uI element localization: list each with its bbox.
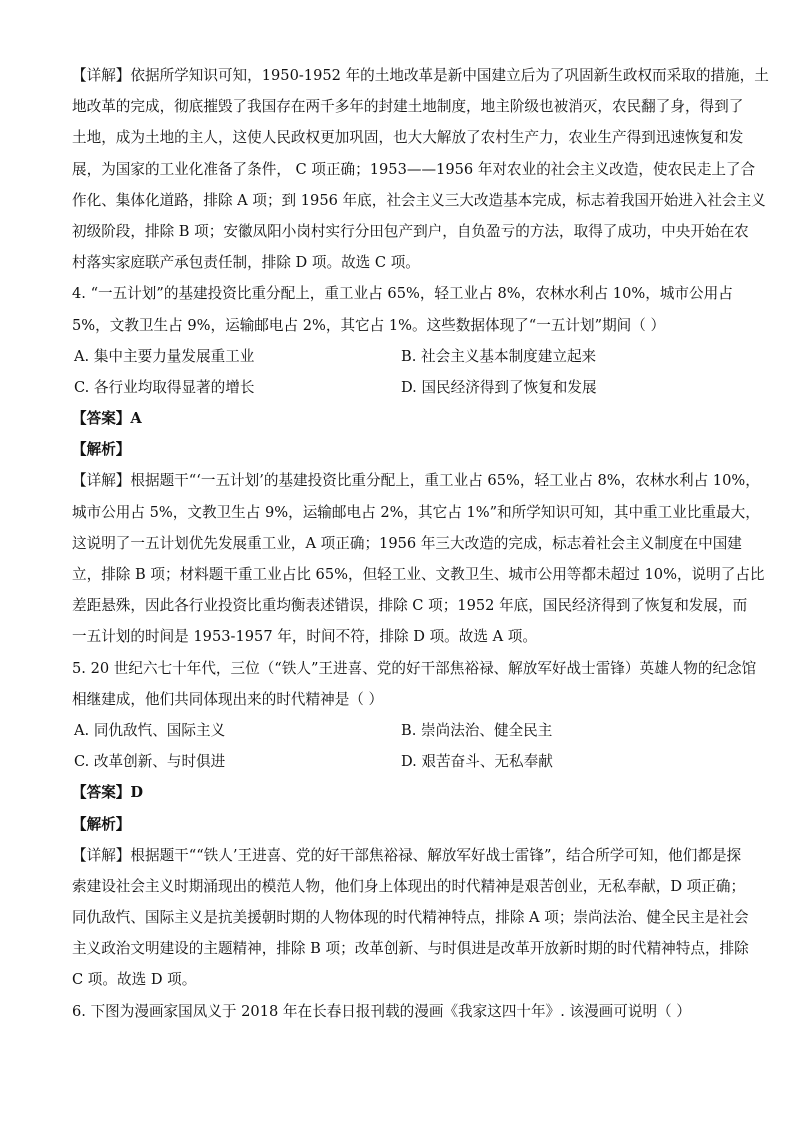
question-6 <box>72 996 724 1027</box>
q5-option-b: B. 崇尚法治、健全民主 <box>401 721 553 739</box>
question-4 <box>72 278 765 652</box>
q4-detail-line: 立，排除 B 项；材料题干重工业占比 65%，但轻工业、文教卫生、城市公用等都未超过 10%，说明了占比 <box>72 566 765 583</box>
q5-option-d: D. 艰苦奋斗、无私奉献 <box>401 753 553 771</box>
q3-detail-line: 作化、集体化道路，排除 A 项；到 1956 年底，社会主义三大改造基本完成，标志着我国开始进入社会主义 <box>72 191 766 209</box>
q5-detail-line: C 项。故选 D 项。 <box>72 971 197 989</box>
q4-detail-line: 这说明了一五计划优先发展重工业，A 项正确；1956 年三大改造的完成，标志着社会主义制度在中国建 <box>72 534 742 552</box>
q4-detail-line: 差距悬殊，因此各行业投资比重均衡表述错误，排除 C 项；1952 年底，国民经济得到了恢复和发展，而 <box>72 597 748 615</box>
q3-detail-line: 村落实家庭联产承包责任制，排除 D 项。故选 C 项。 <box>72 254 420 272</box>
q4-option-c: C. 各行业均取得显著的增长 <box>74 378 255 396</box>
q4-option-d: D. 国民经济得到了恢复和发展 <box>401 378 597 396</box>
q5-options-row <box>72 746 724 777</box>
q6-stem: 6. 下图为漫画家国凤义于 2018 年在长春日报刊载的漫画《我家这四十年》. 该漫画可说明（ ） <box>72 1002 691 1020</box>
q5-detail-line: 索建设社会主义时期涌现出的模范人物，他们身上体现出的时代精神是艰苦创业，无私奉献，D 项正确； <box>72 877 746 895</box>
q4-detail-line: 【详解】根据题干“‘一五计划’的基建投资比重分配上，重工业占 65%，轻工业占 8%，农林水利占 10%， <box>72 472 760 490</box>
q3-detail <box>72 60 769 278</box>
q3-detail-line: 初级阶段，排除 B 项；安徽凤阳小岗村实行分田包产到户，自负盈亏的方法，取得了成功，中央开始在农 <box>72 222 749 240</box>
q4-option-a: A. 集中主要力量发展重工业 <box>74 347 255 365</box>
q3-detail-line: 展，为国家的工业化准备了条件， C 项正确；1953——1956 年对农业的社会主义改造，使农民走上了合 <box>72 160 756 178</box>
q4-option-b: B. 社会主义基本制度建立起来 <box>401 347 597 365</box>
q4-detail-line: 一五计划的时间是 1953-1957 年，时间不符，排除 D 项。故选 A 项。 <box>72 628 537 646</box>
q5-detail-line: 主义政治文明建设的主题精神，排除 B 项；改革创新、与时俱进是改革开放新时期的时代精神特点，排除 <box>72 940 749 958</box>
q5-stem-line: 相继建成，他们共同体现出来的时代精神是（ ） <box>72 690 384 708</box>
q5-option-a: A. 同仇敌忾、国际主义 <box>74 721 226 739</box>
q5-answer: 【答案】D <box>72 784 144 802</box>
q5-detail-line: 【详解】根据题干““铁人’王进喜、党的好干部焦裕禄、解放军好战士雷锋”，结合所学可知，他们都是探 <box>72 846 742 864</box>
q5-stem-line: 5. 20 世纪六七十年代，三位（“铁人”王进喜、党的好干部焦裕禄、解放军好战士雷锋）英雄人物的纪念馆 <box>72 659 757 677</box>
q4-stem-line: 5%，文教卫生占 9%，运输邮电占 2%，其它占 1%。这些数据体现了“一五计划”期间（ ） <box>72 316 666 334</box>
q4-detail-line: 城市公用占 5%，文教卫生占 9%，运输邮电占 2%，其它占 1%”和所学知识可知，其中重工业比重最大， <box>72 503 760 521</box>
q4-answer: 【答案】A <box>72 410 142 428</box>
q4-stem-line: 4. “一五计划”的基建投资比重分配上，重工业占 65%，轻工业占 8%，农林水利占 10%，城市公用占 <box>72 285 733 303</box>
document-page <box>72 60 769 1027</box>
q5-analysis-label: 【解析】 <box>72 815 131 833</box>
q4-options-row <box>72 341 724 372</box>
q3-detail-line: 地改革的完成，彻底摧毁了我国存在两千多年的封建土地制度，地主阶级也被消灭，农民翻了身，得到了 <box>72 98 744 116</box>
q5-options-row <box>72 715 724 746</box>
q4-options-row <box>72 372 724 403</box>
q3-detail-line: 【详解】依据所学知识可知，1950-1952 年的土地改革是新中国建立后为了巩固新生政权而采取的措施，土 <box>72 67 769 84</box>
q4-analysis-label: 【解析】 <box>72 441 131 459</box>
q3-detail-line: 土地，成为土地的主人，这使人民政权更加巩固，也大大解放了农村生产力，农业生产得到迅速恢复和发 <box>72 129 744 147</box>
question-5 <box>72 653 757 996</box>
q5-detail-line: 同仇敌忾、国际主义是抗美援朝时期的人物体现的时代精神特点，排除 A 项；崇尚法治、健全民主是社会 <box>72 909 749 927</box>
q5-option-c: C. 改革创新、与时俱进 <box>74 753 226 771</box>
